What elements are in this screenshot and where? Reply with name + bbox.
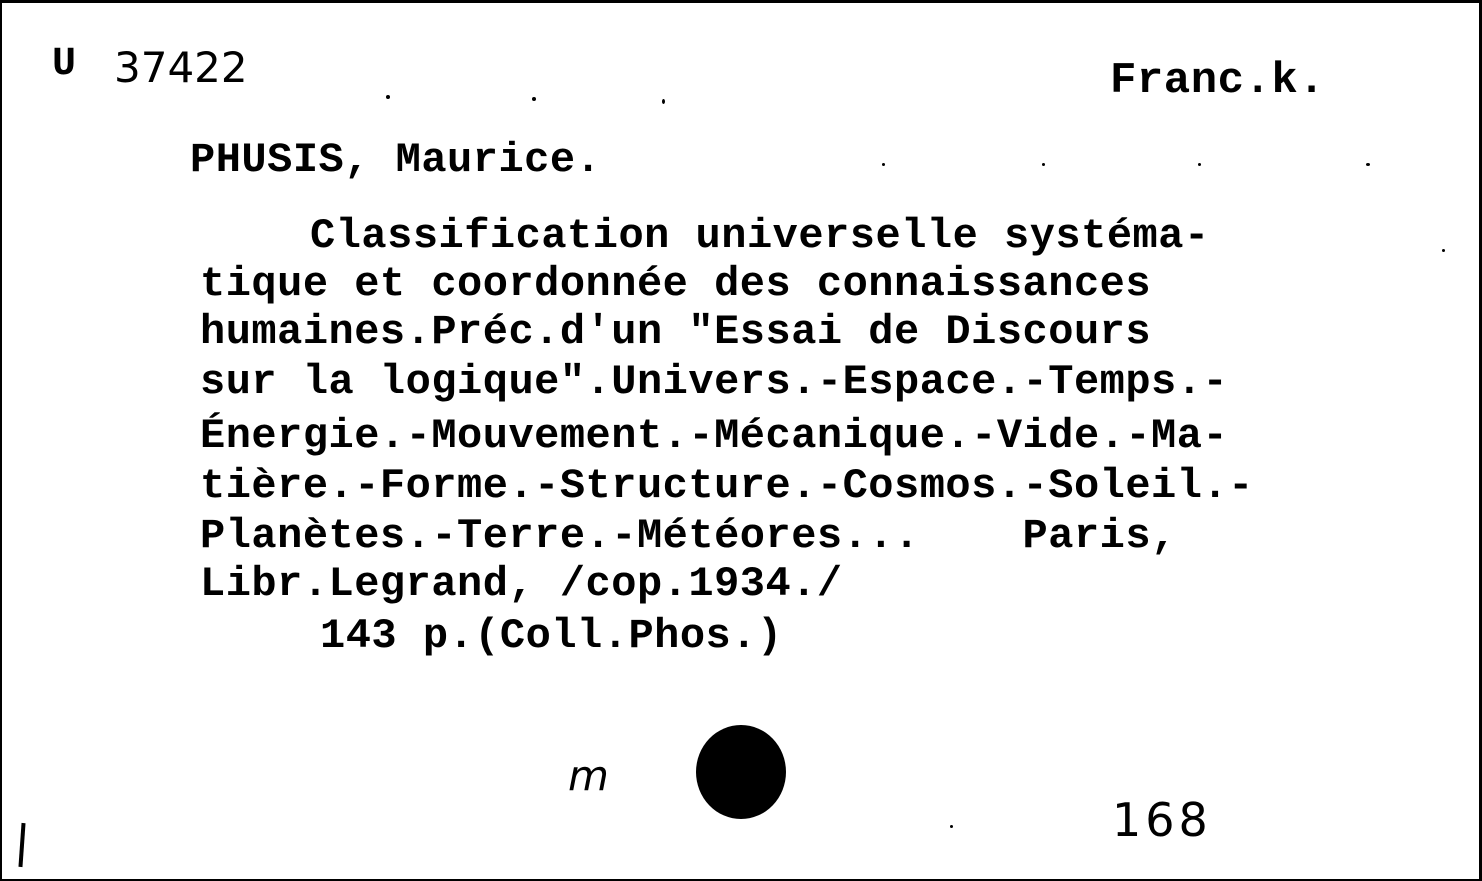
speck bbox=[950, 825, 953, 828]
punch-hole bbox=[696, 725, 786, 819]
description-line: humaines.Préc.d'un "Essai de Discours bbox=[200, 308, 1152, 356]
speck bbox=[1198, 163, 1201, 166]
collation-line: 143 p.(Coll.Phos.) bbox=[320, 612, 783, 660]
description-line: Énergie.-Mouvement.-Mécanique.-Vide.-Ma- bbox=[200, 412, 1229, 460]
speck bbox=[1366, 163, 1370, 166]
description-line: sur la logique".Univers.-Espace.-Temps.- bbox=[200, 358, 1229, 406]
speck bbox=[1442, 249, 1445, 252]
description-line: Planètes.-Terre.-Météores... Paris, bbox=[200, 512, 1177, 560]
speck bbox=[532, 97, 536, 101]
description-line: tière.-Forme.-Structure.-Cosmos.-Soleil.- bbox=[200, 462, 1254, 510]
call-number-prefix: U bbox=[52, 42, 77, 87]
speck bbox=[882, 163, 885, 166]
speck bbox=[1042, 163, 1045, 166]
description-line: tique et coordonnée des connaissances bbox=[200, 260, 1152, 308]
classification-mark: Franc.k. bbox=[1110, 56, 1326, 106]
description-line: Classification universelle systéma- bbox=[310, 212, 1210, 260]
call-number-value: 37422 bbox=[114, 43, 248, 92]
handwritten-mark: m bbox=[568, 751, 609, 800]
imprint-line: Libr.Legrand, /cop.1934./ bbox=[200, 560, 843, 608]
speck bbox=[386, 95, 390, 99]
edge-mark bbox=[18, 823, 25, 867]
handwritten-number: 168 bbox=[1112, 793, 1212, 847]
speck bbox=[662, 99, 665, 104]
author-heading: PHUSIS, Maurice. bbox=[190, 136, 602, 184]
